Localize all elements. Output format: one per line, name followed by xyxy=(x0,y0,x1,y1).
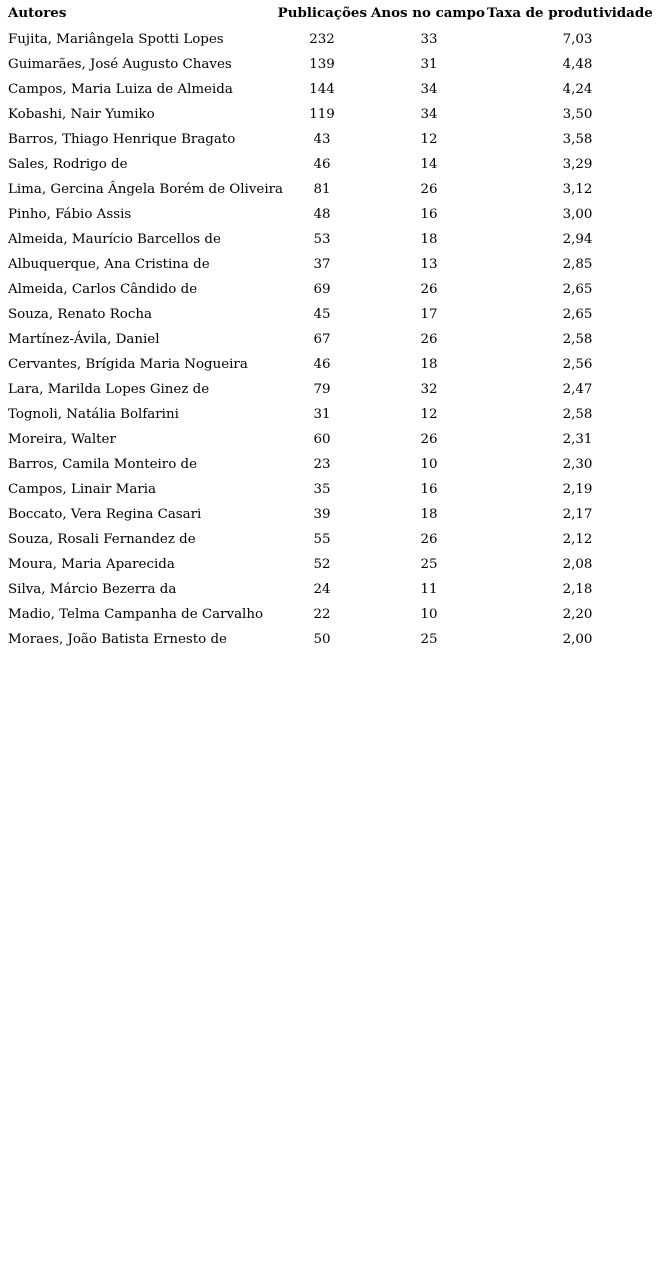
cell-rate: 2,56 xyxy=(562,357,593,372)
cell-publications: 55 xyxy=(313,532,331,547)
cell-rate: 2,17 xyxy=(562,507,593,522)
cell-author: Souza, Renato Rocha xyxy=(8,307,152,322)
header-author: Autores xyxy=(8,5,67,21)
table-row xyxy=(0,352,660,377)
table-row xyxy=(0,477,660,502)
table-row xyxy=(0,127,660,152)
cell-publications: 31 xyxy=(313,407,331,422)
cell-author: Cervantes, Brígida Maria Nogueira xyxy=(8,357,248,372)
cell-publications: 50 xyxy=(313,632,331,647)
table-row xyxy=(0,277,660,302)
cell-publications: 23 xyxy=(313,457,331,472)
cell-years: 25 xyxy=(420,557,438,572)
header-rate: Taxa de produtividade xyxy=(487,5,653,21)
cell-author: Lima, Gercina Ângela Borém de Oliveira xyxy=(8,182,283,197)
table-row xyxy=(0,452,660,477)
cell-publications: 79 xyxy=(313,382,331,397)
cell-years: 12 xyxy=(420,132,438,147)
cell-publications: 67 xyxy=(313,332,331,347)
table-row xyxy=(0,602,660,627)
cell-author: Moraes, João Batista Ernesto de xyxy=(8,632,227,647)
cell-publications: 45 xyxy=(313,307,331,322)
cell-publications: 43 xyxy=(313,132,331,147)
cell-rate: 3,00 xyxy=(562,207,593,222)
cell-publications: 81 xyxy=(313,182,331,197)
cell-years: 33 xyxy=(420,32,438,47)
cell-author: Almeida, Maurício Barcellos de xyxy=(8,232,221,247)
cell-author: Albuquerque, Ana Cristina de xyxy=(8,257,210,272)
cell-author: Martínez-Ávila, Daniel xyxy=(8,332,160,347)
cell-rate: 4,48 xyxy=(562,57,593,72)
cell-rate: 2,12 xyxy=(562,532,593,547)
cell-rate: 2,18 xyxy=(562,582,593,597)
cell-rate: 2,20 xyxy=(562,607,593,622)
cell-publications: 119 xyxy=(309,107,335,122)
cell-author: Silva, Márcio Bezerra da xyxy=(8,582,177,597)
cell-rate: 2,19 xyxy=(562,482,593,497)
cell-author: Barros, Thiago Henrique Bragato xyxy=(8,132,236,147)
cell-publications: 39 xyxy=(313,507,331,522)
cell-years: 11 xyxy=(420,582,438,597)
cell-author: Madio, Telma Campanha de Carvalho xyxy=(8,607,264,622)
table-row xyxy=(0,427,660,452)
cell-years: 26 xyxy=(420,282,438,297)
table-row xyxy=(0,227,660,252)
cell-years: 34 xyxy=(420,82,438,97)
cell-rate: 2,47 xyxy=(562,382,593,397)
cell-years: 16 xyxy=(420,207,438,222)
cell-author: Almeida, Carlos Cândido de xyxy=(8,282,198,297)
table-row xyxy=(0,27,660,52)
cell-author: Guimarães, José Augusto Chaves xyxy=(8,57,232,72)
header-publications: Publicações xyxy=(277,5,367,21)
table-row xyxy=(0,302,660,327)
cell-years: 26 xyxy=(420,532,438,547)
table-row xyxy=(0,202,660,227)
cell-publications: 46 xyxy=(313,357,331,372)
cell-years: 34 xyxy=(420,107,438,122)
cell-years: 10 xyxy=(420,457,438,472)
header-row xyxy=(0,0,660,27)
table-row xyxy=(0,152,660,177)
cell-years: 10 xyxy=(420,607,438,622)
cell-rate: 2,58 xyxy=(562,407,593,422)
table-header xyxy=(0,0,660,27)
cell-publications: 53 xyxy=(313,232,331,247)
cell-years: 18 xyxy=(420,507,438,522)
cell-publications: 52 xyxy=(313,557,331,572)
table-body xyxy=(0,27,660,652)
cell-author: Pinho, Fábio Assis xyxy=(8,207,132,222)
header-years: Anos no campo xyxy=(371,5,485,21)
cell-publications: 48 xyxy=(313,207,331,222)
cell-author: Boccato, Vera Regina Casari xyxy=(8,507,202,522)
cell-publications: 139 xyxy=(309,57,335,72)
cell-author: Barros, Camila Monteiro de xyxy=(8,457,198,472)
cell-publications: 232 xyxy=(309,32,335,47)
cell-rate: 2,85 xyxy=(562,257,593,272)
cell-publications: 37 xyxy=(313,257,331,272)
cell-author: Moura, Maria Aparecida xyxy=(8,557,175,572)
table-row xyxy=(0,577,660,602)
table-row xyxy=(0,52,660,77)
cell-author: Souza, Rosali Fernandez de xyxy=(8,532,196,547)
table-row xyxy=(0,527,660,552)
cell-publications: 69 xyxy=(313,282,331,297)
table-row xyxy=(0,402,660,427)
cell-publications: 46 xyxy=(313,157,331,172)
table-row xyxy=(0,627,660,652)
cell-publications: 60 xyxy=(313,432,331,447)
table-row xyxy=(0,77,660,102)
cell-years: 17 xyxy=(420,307,438,322)
cell-rate: 2,65 xyxy=(562,282,593,297)
cell-publications: 144 xyxy=(309,82,335,97)
cell-years: 12 xyxy=(420,407,438,422)
cell-years: 14 xyxy=(420,157,438,172)
cell-years: 18 xyxy=(420,357,438,372)
cell-rate: 2,94 xyxy=(562,232,593,247)
cell-rate: 3,12 xyxy=(562,182,593,197)
table-row xyxy=(0,377,660,402)
cell-rate: 2,00 xyxy=(562,632,593,647)
cell-author: Campos, Linair Maria xyxy=(8,482,157,497)
cell-years: 26 xyxy=(420,182,438,197)
cell-years: 16 xyxy=(420,482,438,497)
cell-years: 25 xyxy=(420,632,438,647)
cell-years: 26 xyxy=(420,432,438,447)
cell-rate: 3,29 xyxy=(562,157,593,172)
table-row xyxy=(0,552,660,577)
cell-author: Moreira, Walter xyxy=(8,432,116,447)
cell-rate: 2,65 xyxy=(562,307,593,322)
cell-author: Kobashi, Nair Yumiko xyxy=(8,107,155,122)
cell-author: Lara, Marilda Lopes Ginez de xyxy=(8,382,210,397)
cell-years: 32 xyxy=(420,382,438,397)
table-row xyxy=(0,252,660,277)
table-row xyxy=(0,502,660,527)
cell-years: 31 xyxy=(420,57,438,72)
cell-rate: 3,50 xyxy=(562,107,593,122)
cell-author: Tognoli, Natália Bolfarini xyxy=(8,407,179,422)
cell-author: Campos, Maria Luiza de Almeida xyxy=(8,82,233,97)
table-row xyxy=(0,327,660,352)
cell-years: 13 xyxy=(420,257,438,272)
cell-years: 18 xyxy=(420,232,438,247)
cell-rate: 2,30 xyxy=(562,457,593,472)
table-row xyxy=(0,177,660,202)
cell-publications: 22 xyxy=(313,607,331,622)
cell-author: Sales, Rodrigo de xyxy=(8,157,128,172)
cell-author: Fujita, Mariângela Spotti Lopes xyxy=(8,32,224,47)
cell-rate: 2,08 xyxy=(562,557,593,572)
cell-rate: 2,31 xyxy=(562,432,593,447)
cell-rate: 4,24 xyxy=(562,82,593,97)
table-row xyxy=(0,102,660,127)
cell-publications: 24 xyxy=(313,582,331,597)
cell-rate: 3,58 xyxy=(562,132,593,147)
cell-rate: 7,03 xyxy=(562,32,593,47)
cell-rate: 2,58 xyxy=(562,332,593,347)
cell-years: 26 xyxy=(420,332,438,347)
cell-publications: 35 xyxy=(313,482,331,497)
